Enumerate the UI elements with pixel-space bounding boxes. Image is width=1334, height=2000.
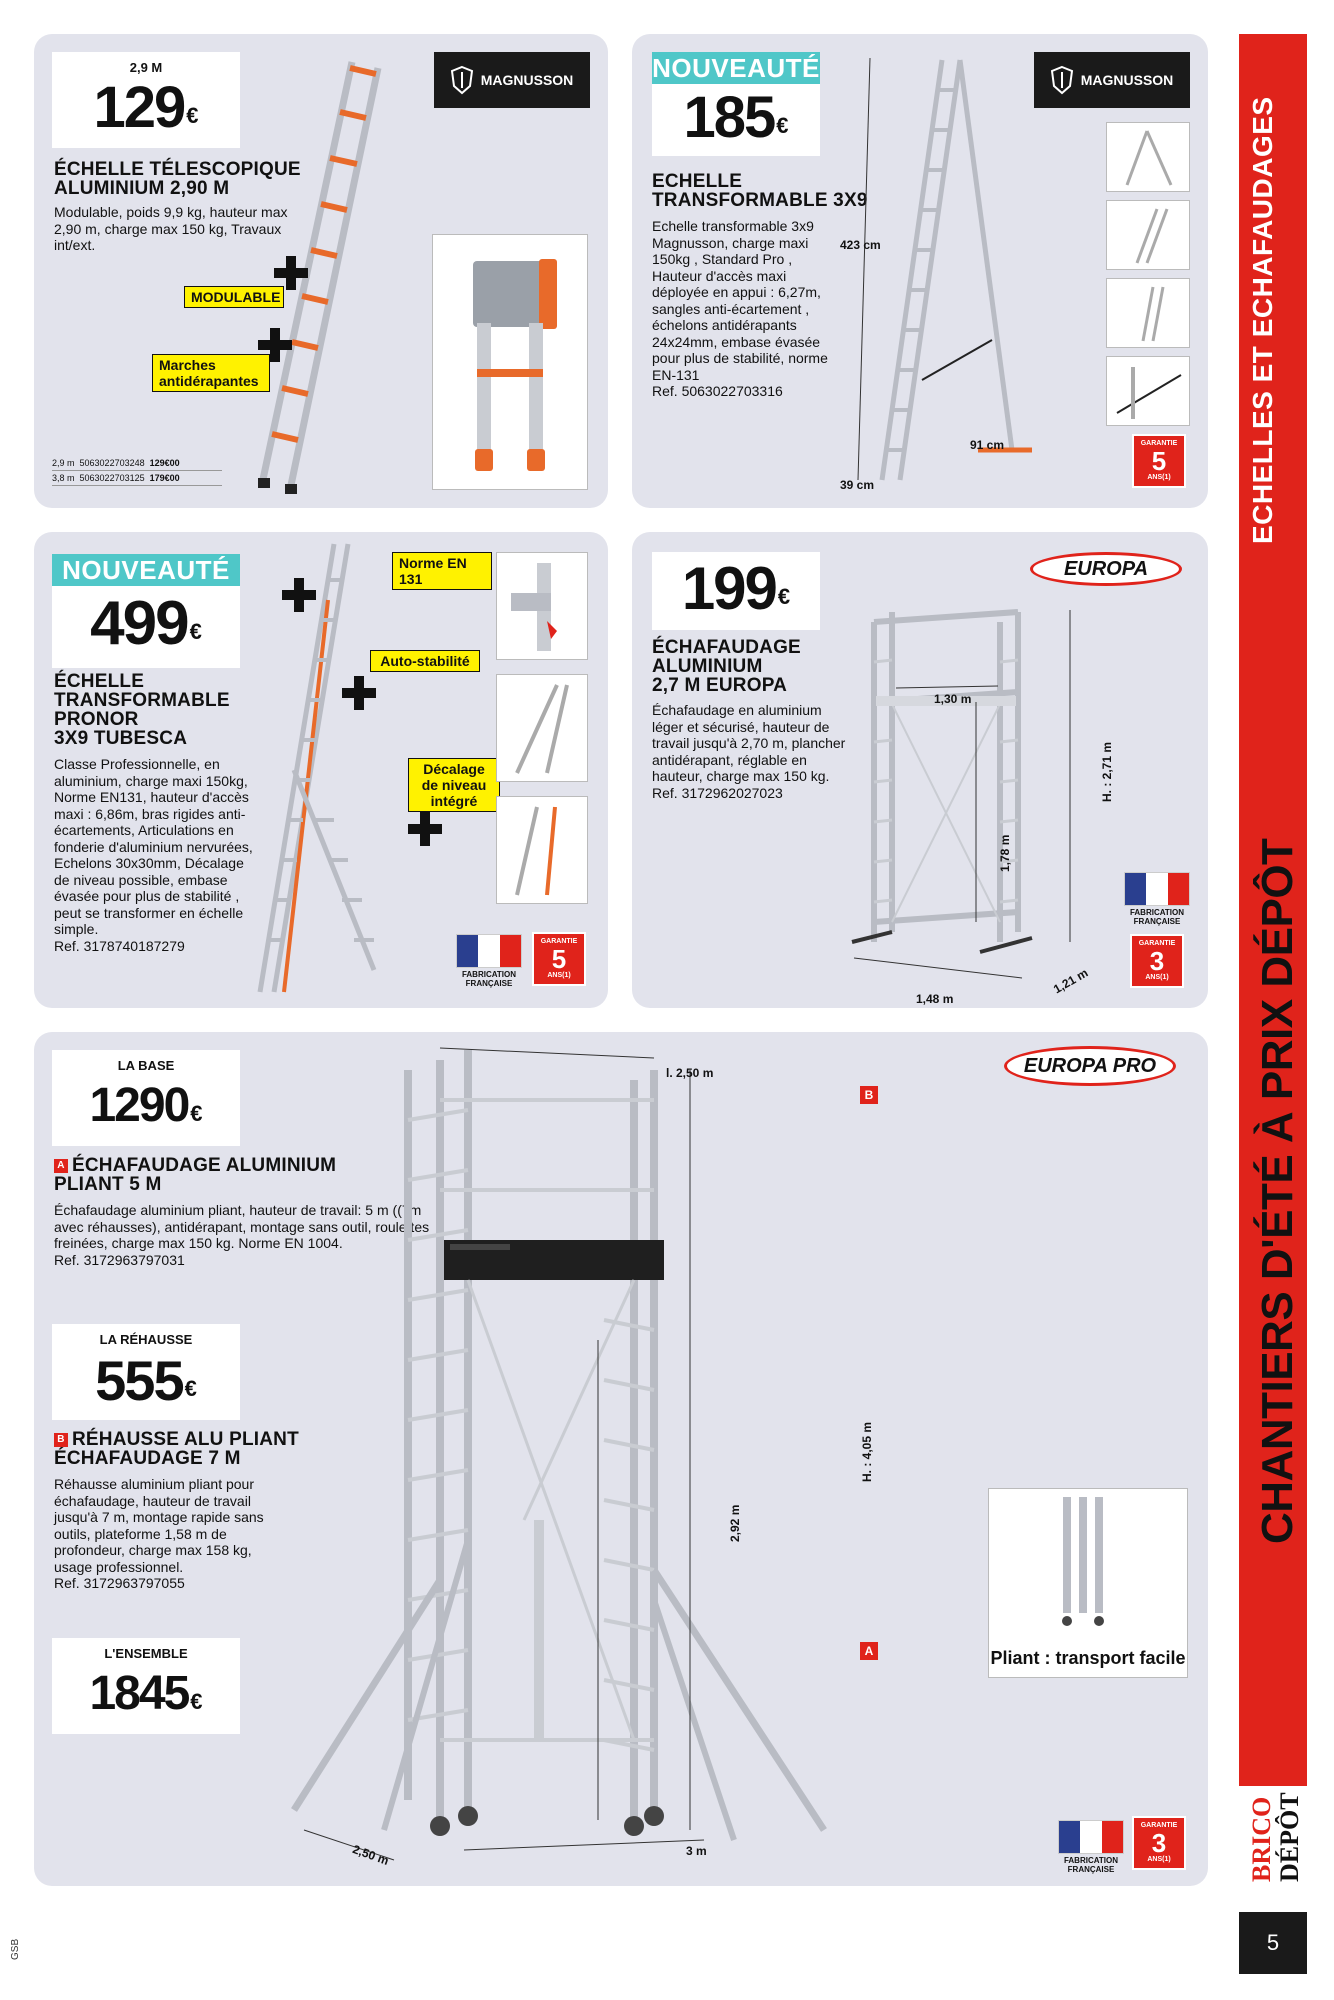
- product-title-rehausse: B RÉHAUSSE ALU PLIANT ÉCHAFAUDAGE 7 M: [54, 1429, 299, 1469]
- tag-modulable: MODULABLE: [184, 286, 284, 308]
- ladder-offset-icon: [507, 807, 579, 895]
- product-ref: Ref. 3172962027023: [652, 784, 783, 801]
- product-description-rehausse: Réhausse aluminium pliant pour échafaudage, hauteur de travail jusqu'à 7 m, montage rapide sans outils, plateforme 1,58 m de profondeur, charge max 158 kg, usage professionnel. Ref. 3172963797055: [54, 1476, 274, 1592]
- product-description: Modulable, poids 9,9 kg, hauteur max 2,90 m, charge max 150 kg, Travaux int/ext.: [54, 204, 288, 253]
- product-ref: Ref. 3172963797031: [54, 1251, 185, 1268]
- folded-scaffold-icon: [1059, 1497, 1119, 1627]
- warranty-badge: GARANTIE 5 ANS(1): [532, 932, 586, 986]
- price-box-ensemble: [52, 1638, 240, 1734]
- ladder-config-icon: [1117, 129, 1181, 187]
- new-badge: NOUVEAUTÉ: [652, 53, 820, 83]
- product-title: ÉCHAFAUDAGE ALUMINIUM 2,7 M EUROPA: [652, 637, 801, 696]
- variant-row: 3,8 m 5063022703125 179€00: [52, 471, 222, 486]
- price-box-rehausse: [52, 1324, 240, 1420]
- tag-level-offset: Décalage de niveau intégré: [408, 758, 500, 812]
- magnusson-shield-icon: [451, 66, 473, 94]
- price: 499€: [90, 589, 202, 658]
- configuration-thumbnail: [1106, 278, 1190, 348]
- product-title-base: A ÉCHAFAUDAGE ALUMINIUM PLIANT 5 M: [54, 1155, 337, 1195]
- price-label: LA RÉHAUSSE: [99, 1332, 193, 1347]
- campaign-title: CHANTIERS D'ÉTÉ À PRIX DÉPÔT: [1253, 838, 1302, 1544]
- dim-height: H. : 2,71 m: [1100, 741, 1114, 802]
- product-card-magnusson-3x9: [632, 34, 1208, 508]
- folding-scaffold-illustration: [304, 1040, 1044, 1860]
- transformable-ladder-illustration: [862, 50, 1032, 490]
- brico-depot-logo: BRICO DÉPÔT: [1239, 1786, 1307, 1886]
- dim-height: 423 cm: [840, 238, 881, 252]
- french-flag-icon: [1058, 1820, 1124, 1854]
- dim-width: 39 cm: [840, 478, 875, 492]
- french-flag-icon: [456, 934, 522, 968]
- folded-scaffold-inset: [988, 1488, 1188, 1678]
- hinge-detail-icon: [507, 563, 579, 651]
- warranty-badge: GARANTIE 3 ANS(1): [1130, 934, 1184, 988]
- dim-width: 1,21 m: [1051, 965, 1091, 997]
- product-ref: Ref. 3172963797055: [54, 1575, 185, 1591]
- price-label: 2,9 M: [129, 60, 163, 75]
- plus-icon: [342, 676, 376, 710]
- product-ref: Ref. 5063022703316: [652, 383, 783, 399]
- product-description: Classe Professionnelle, en aluminium, charge maxi 150kg, Norme EN131, hauteur d'accès maxi : 6,86m, bras rigides anti-écartements, Articulations en fonderie d'aluminium nervurées, Echelons 30x30mm, Décalage de niveau possible, embase évasée pour plus de stabilité , peut se transformer en échelle simple. Ref. 3178740187279: [54, 756, 262, 954]
- brand-logo-magnusson: MAGNUSSON: [1034, 52, 1190, 108]
- letter-b-tag: B: [54, 1433, 68, 1447]
- tag-self-stability: Auto-stabilité: [370, 650, 480, 672]
- dim-width: 2,50 m: [350, 1842, 391, 1868]
- price-box: [52, 586, 240, 668]
- product-description: Echelle transformable 3x9 Magnusson, charge maxi 150kg , Standard Pro , Hauteur d'accès maxi déployée en appui : 6,27m, sangles anti-écartement , échelons antidérapants 24x24mm, embase évasée pour plus de stabilité, norme EN-131 Ref. 5063022703316: [652, 218, 836, 400]
- price-label: LA BASE: [117, 1058, 175, 1073]
- price: 199€: [681, 555, 791, 622]
- brand-logo-europa: EUROPA: [1030, 552, 1182, 586]
- product-card-telescopic-ladder: [34, 34, 608, 508]
- inset-caption: Pliant : transport facile: [990, 1648, 1186, 1668]
- product-title: ECHELLE TRANSFORMABLE 3X9: [652, 171, 868, 211]
- detail-thumbnail: [496, 674, 588, 782]
- price: 129€: [93, 75, 199, 140]
- warranty-badge: GARANTIE 5 ANS(1): [1132, 434, 1186, 488]
- ladder-folded-illustration: [453, 249, 569, 475]
- product-card-europa-scaffold: [632, 532, 1208, 1008]
- magnusson-shield-icon: [1051, 66, 1073, 94]
- configuration-thumbnail: [1106, 200, 1190, 270]
- page-number: 5: [1239, 1912, 1307, 1974]
- dim-inner: 2,92 m: [728, 1504, 742, 1542]
- dim-height: H. : 4,05 m: [860, 1421, 874, 1482]
- price-box: [652, 552, 820, 630]
- ladder-detail-icon: [1113, 363, 1185, 421]
- letter-b-tag: B: [860, 1086, 878, 1104]
- detail-thumbnail: [496, 796, 588, 904]
- brand-logo-magnusson: MAGNUSSON: [434, 52, 590, 108]
- french-flag-icon: [1124, 872, 1190, 906]
- price-box: [652, 84, 820, 156]
- dim-length: 1,48 m: [916, 992, 954, 1006]
- price-box: [52, 52, 240, 148]
- product-title: ÉCHELLE TRANSFORMABLE PRONOR 3X9 TUBESCA: [54, 671, 230, 749]
- dim-top: l. 2,50 m: [666, 1066, 714, 1080]
- product-card-europa-pro-folding-scaffold: [34, 1032, 1208, 1886]
- configuration-thumbnail: [1106, 122, 1190, 192]
- product-card-tubesca-pronor: [34, 532, 608, 1008]
- ladder-side-icon: [507, 685, 579, 773]
- scaffold-illustration: [852, 592, 1092, 972]
- section-title: ECHELLES ET ECHAFAUDAGES: [1247, 96, 1278, 544]
- dim-length: 3 m: [686, 1844, 707, 1858]
- product-title: ÉCHELLE TÉLESCOPIQUE ALUMINIUM 2,90 M: [54, 159, 301, 199]
- dim-top: 1,30 m: [934, 692, 972, 706]
- tag-norm-en131: Norme EN 131: [392, 552, 492, 590]
- price-label: L'ENSEMBLE: [104, 1646, 188, 1661]
- ladder-config-icon: [1117, 285, 1181, 343]
- ladder-config-icon: [1117, 207, 1181, 265]
- product-detail-photo: [432, 234, 588, 490]
- product-description-base: Échafaudage aluminium pliant, hauteur de travail: 5 m ((7m avec réhausses), antidérapant, montage sans outil, roulettes freinées, charge max 150 kg. Norme EN 1004. Ref. 3172963797031: [54, 1202, 434, 1268]
- made-in-france-badge: FABRICATION FRANÇAISE: [456, 934, 522, 988]
- price: 1845€: [89, 1667, 203, 1720]
- letter-a-tag: A: [860, 1642, 878, 1660]
- price: 555€: [95, 1349, 197, 1412]
- plus-icon: [282, 578, 316, 612]
- configuration-thumbnail: [1106, 356, 1190, 426]
- dim-depth: 91 cm: [970, 438, 1005, 452]
- price: 1290€: [89, 1079, 203, 1132]
- plus-icon: [408, 812, 442, 846]
- footer-code: GSB: [10, 1938, 21, 1960]
- variant-row: 2,9 m 5063022703248 129€00: [52, 456, 222, 471]
- sidebar-banner: [1239, 34, 1307, 1884]
- letter-a-tag: A: [54, 1159, 68, 1173]
- price: 185€: [683, 85, 789, 150]
- made-in-france-badge: FABRICATION FRANÇAISE: [1124, 872, 1190, 926]
- plus-icon: [274, 256, 308, 290]
- price-box-base: [52, 1050, 240, 1146]
- made-in-france-badge: FABRICATION FRANÇAISE: [1058, 1820, 1124, 1874]
- warranty-badge: GARANTIE 3 ANS(1): [1132, 1816, 1186, 1870]
- brand-logo-europa-pro: EUROPA PRO: [1004, 1046, 1176, 1086]
- variant-table: [52, 456, 222, 486]
- detail-thumbnail: [496, 552, 588, 660]
- new-badge: NOUVEAUTÉ: [52, 554, 240, 586]
- product-description: Échafaudage en aluminium léger et sécurisé, hauteur de travail jusqu'à 2,70 m, plancher antidérapant, réglable en hauteur, charge max 150 kg. Ref. 3172962027023: [652, 702, 852, 801]
- product-ref: Ref. 3178740187279: [54, 937, 185, 954]
- tag-non-slip-steps: Marches antidérapantes: [152, 354, 270, 392]
- dim-inner: 1,78 m: [998, 834, 1012, 872]
